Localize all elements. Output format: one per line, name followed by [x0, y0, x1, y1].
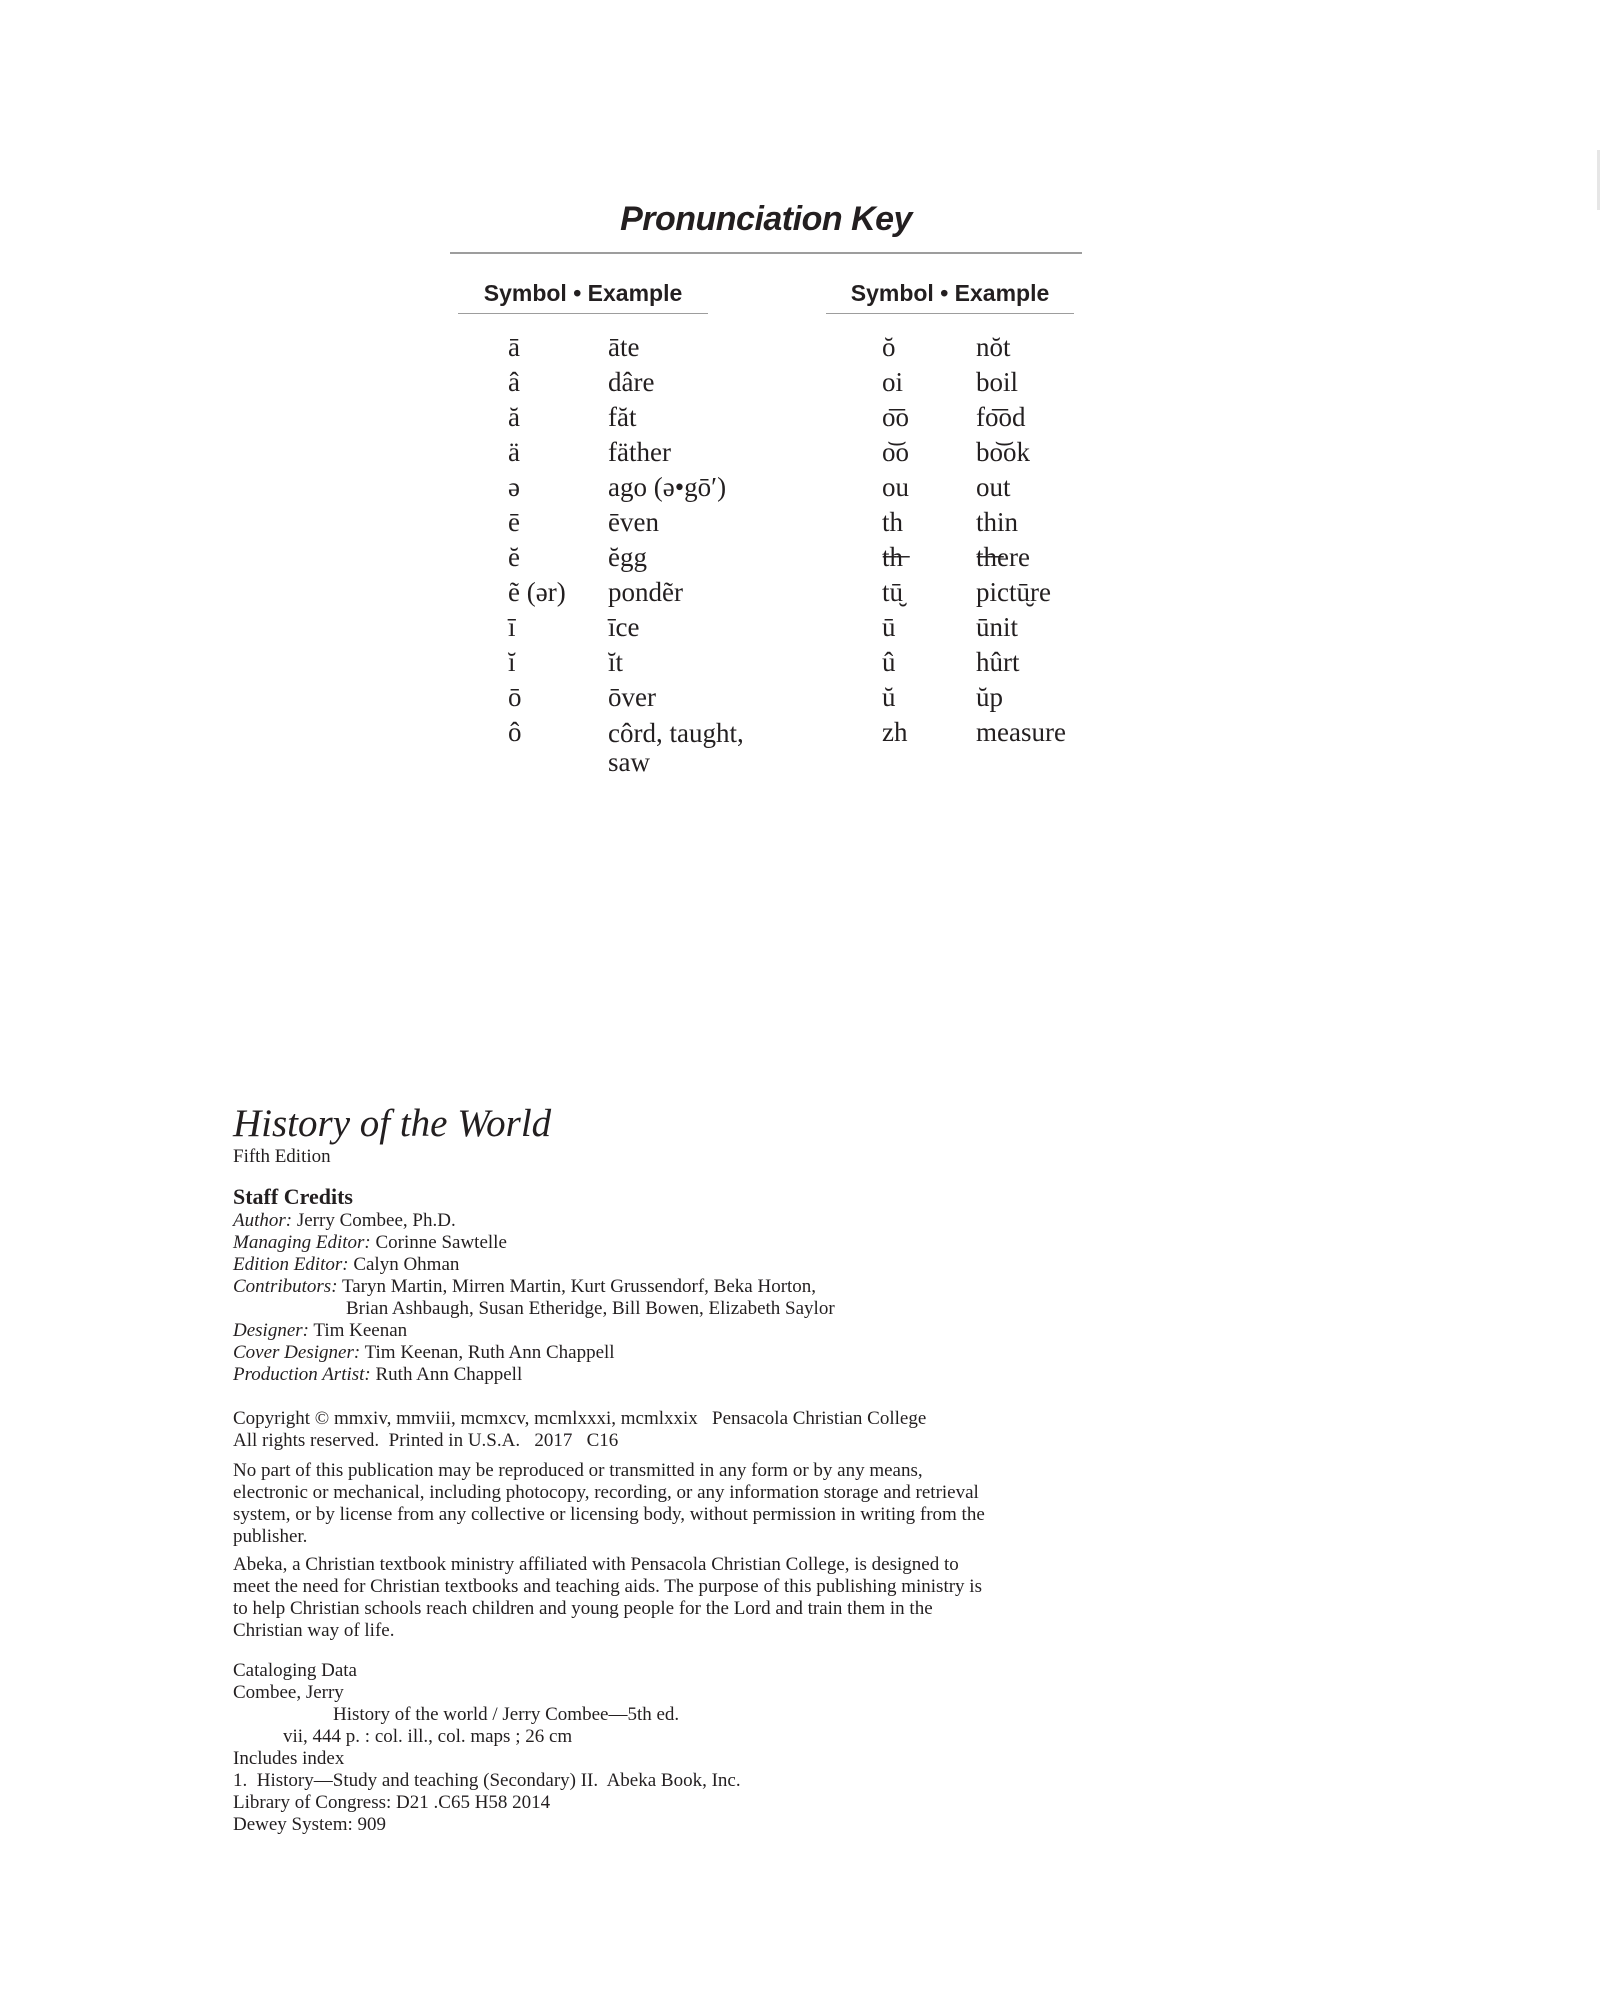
catalog-subjects: 1. History—Study and teaching (Secondary) II. Abeka Book, Inc. [233, 1770, 741, 1791]
pronunciation-example: nŏt [976, 332, 1011, 362]
pronunciation-example: ŭp [976, 682, 1003, 712]
staff-credits-list [233, 1210, 835, 1386]
pronunciation-example: pondẽr [608, 577, 683, 607]
credit-name: Jerry Combee, Ph.D. [296, 1210, 456, 1231]
pronunciation-example: ago (ə•gō′) [608, 472, 727, 502]
pronunciation-symbol: ū [882, 612, 896, 642]
pronunciation-example: hûrt [976, 647, 1020, 677]
book-title: History of the World [233, 1102, 552, 1145]
credit-name: Tim Keenan, Ruth Ann Chappell [364, 1342, 615, 1363]
pronunciation-symbol: â [508, 367, 520, 397]
pronunciation-example: t̶h̶ere [976, 542, 1030, 572]
catalog-index: Includes index [233, 1748, 345, 1769]
pronunciation-symbol: o͞o [882, 402, 909, 432]
column-header-divider-left [458, 313, 708, 314]
pronunciation-symbol: ŏ [882, 332, 896, 362]
column-header-left: Symbol • Example [483, 280, 683, 306]
pronunciation-symbol: û [882, 647, 896, 677]
pronunciation-example: fäther [608, 437, 671, 467]
credit-managing-editor [233, 1232, 835, 1254]
pronunciation-example: measure [976, 717, 1066, 747]
pronunciation-symbol: ŭ [882, 682, 896, 712]
credit-role: Edition Editor: [233, 1254, 349, 1275]
title-divider [450, 252, 1082, 254]
pronunciation-symbol: ou [882, 472, 909, 502]
credit-name: Tim Keenan [313, 1320, 408, 1341]
pronunciation-symbol: tū̮ [882, 577, 904, 607]
credit-production-artist [233, 1364, 835, 1386]
pronunciation-symbol: ĕ [508, 542, 520, 572]
pronunciation-symbol: ä [508, 437, 520, 467]
pronunciation-example: fo͞od [976, 402, 1026, 432]
credit-role: Designer: [233, 1320, 309, 1341]
pronunciation-symbol: zh [882, 717, 908, 747]
catalog-heading: Cataloging Data [233, 1660, 357, 1681]
credit-role: Contributors: [233, 1276, 338, 1297]
pronunciation-example: făt [608, 402, 637, 432]
pronunciation-symbol: ī [508, 612, 516, 642]
credit-cover-designer [233, 1342, 835, 1364]
pronunciation-symbol: ə [508, 472, 520, 502]
credit-contributors [233, 1276, 835, 1320]
permission-notice: No part of this publication may be reproduced or transmitted in any form or by any means, electronic or mechanical, including photocopy, recording, or any information storage and retrieval system, or by license from any collective or licensing body, without permission in writing from the publisher. [233, 1460, 985, 1547]
pronunciation-symbol: ă [508, 402, 520, 432]
pronunciation-example: côrd, taught, saw [608, 718, 744, 777]
pronunciation-symbol: ā [508, 332, 520, 362]
pronunciation-example: out [976, 472, 1011, 502]
credit-role: Author: [233, 1210, 293, 1231]
pronunciation-example: dâre [608, 367, 655, 397]
pronunciation-symbol: o͝o [882, 437, 909, 467]
credit-edition-editor [233, 1254, 835, 1276]
edition-label: Fifth Edition [233, 1146, 331, 1167]
credit-author [233, 1210, 835, 1232]
column-header-right: Symbol • Example [850, 280, 1050, 306]
pronunciation-symbol: th [882, 507, 904, 537]
credit-name: Taryn Martin, Mirren Martin, Kurt Grussendorf, Beka Horton, [341, 1276, 817, 1297]
pronunciation-symbol: ē [508, 507, 520, 537]
credit-designer [233, 1320, 835, 1342]
pronunciation-example: pictū̮re [976, 577, 1051, 607]
pronunciation-example: ĭt [608, 647, 624, 677]
pronunciation-example: ōver [608, 682, 656, 712]
credit-name: Corinne Sawtelle [375, 1232, 507, 1253]
staff-credits-heading: Staff Credits [233, 1184, 353, 1209]
credit-role: Managing Editor: [233, 1232, 371, 1253]
pronunciation-example: thin [976, 507, 1019, 537]
catalog-author: Combee, Jerry [233, 1682, 344, 1703]
catalog-loc: Library of Congress: D21 .C65 H58 2014 [233, 1792, 551, 1813]
rights-line: All rights reserved. Printed in U.S.A. 2017 C16 [233, 1430, 619, 1451]
column-header-divider-right [826, 313, 1074, 314]
pronunciation-example: ēven [608, 507, 659, 537]
pronunciation-key-title: Pronunciation Key [620, 200, 912, 238]
credit-role: Cover Designer: [233, 1342, 361, 1363]
pronunciation-example: ĕgg [608, 542, 647, 572]
cataloging-data [233, 1660, 741, 1836]
pronunciation-example: āte [608, 332, 640, 362]
ministry-statement: Abeka, a Christian textbook ministry affiliated with Pensacola Christian College, is designed to meet the need for Christian textbooks and teaching aids. The purpose of this publishing ministry is to help Christian schools reach children and young people for the Lord and train them in the Christian way of life. [233, 1554, 982, 1641]
pronunciation-symbol: ẽ (ər) [508, 577, 566, 607]
pronunciation-example: īce [608, 612, 640, 642]
pronunciation-example: ūnit [976, 612, 1019, 642]
pronunciation-symbol: ô [508, 717, 522, 747]
catalog-dewey: Dewey System: 909 [233, 1814, 387, 1835]
catalog-physical: vii, 444 p. : col. ill., col. maps ; 26 cm [283, 1726, 573, 1747]
copyright-line: Copyright © mmxiv, mmviii, mcmxcv, mcmlxxxi, mcmlxxix Pensacola Christian College [233, 1408, 927, 1429]
catalog-title: History of the world / Jerry Combee—5th ed. [333, 1704, 680, 1725]
pronunciation-example: boil [976, 367, 1019, 397]
pronunciation-example: bo͝ok [976, 437, 1030, 467]
pronunciation-symbol: t̶h̶ [882, 542, 904, 572]
pronunciation-symbol: ō [508, 682, 522, 712]
credit-name-continued: Brian Ashbaugh, Susan Etheridge, Bill Bowen, Elizabeth Saylor [346, 1298, 835, 1319]
credit-name: Ruth Ann Chappell [375, 1364, 523, 1385]
credit-role: Production Artist: [233, 1364, 371, 1385]
pronunciation-symbol: ĭ [508, 647, 516, 677]
pronunciation-symbol: oi [882, 367, 904, 397]
credit-name: Calyn Ohman [353, 1254, 460, 1275]
